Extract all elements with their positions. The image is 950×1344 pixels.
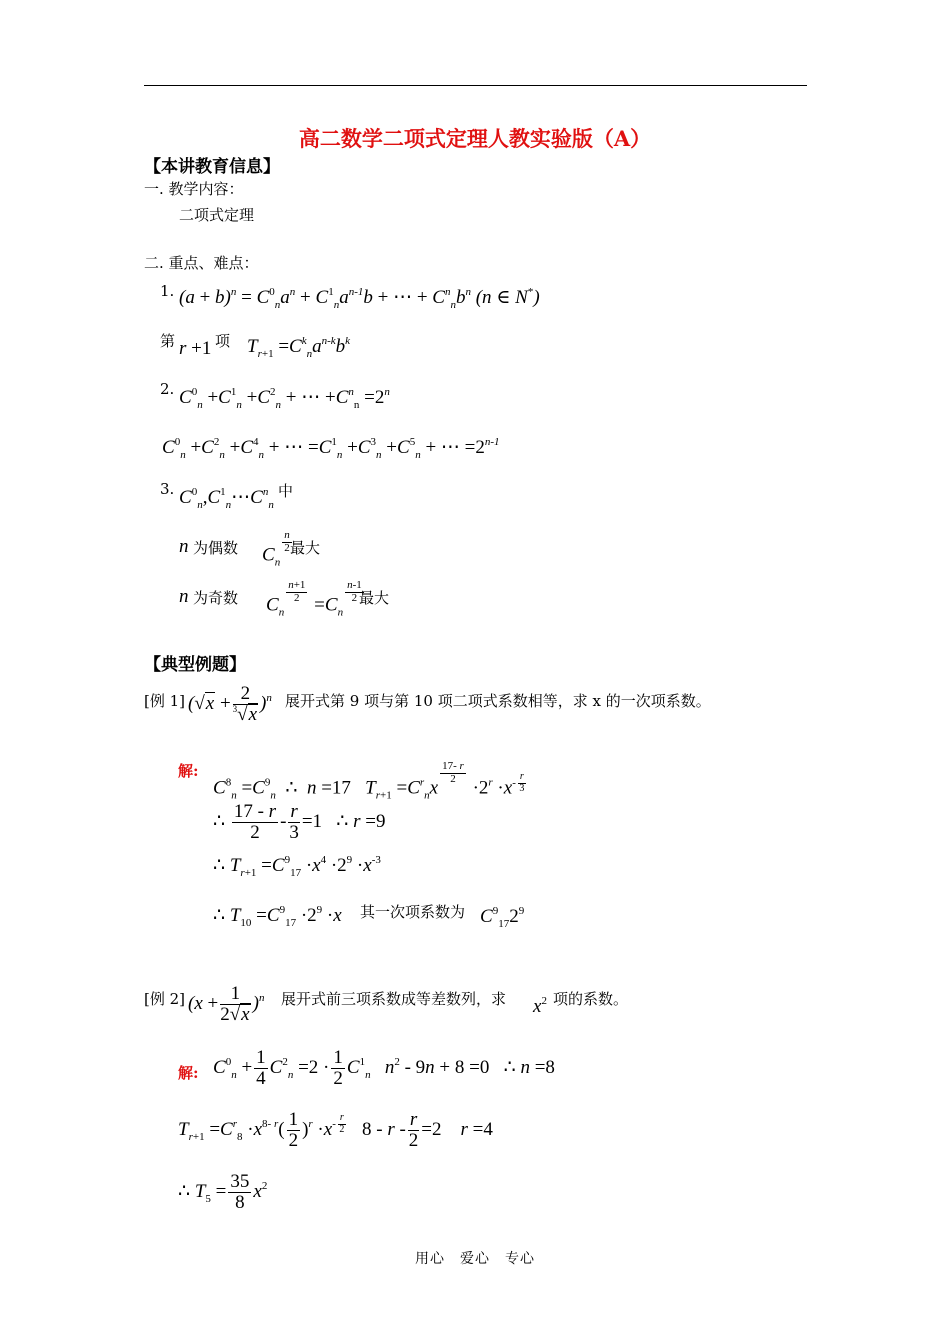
odd-max-label: 最大	[359, 589, 390, 607]
even-max-coefficient: $C_n$ $\frac{n}{2}$	[262, 529, 290, 569]
point-1-number: 1.	[160, 282, 175, 300]
item-key-points-label: 二. 重点、难点：	[144, 254, 259, 272]
example-2-step-1: $C^0_n$ + $\frac{1}{4}$ $C^2_n =2$ · $\frac{1}{2}$ $C^1_n$ $n^2 - 9n + 8 =0$ ∴ n =8	[213, 1047, 555, 1089]
page-footer: 用心 爱心 专心	[415, 1251, 535, 1267]
point-3-number: 3.	[160, 480, 175, 498]
section-heading-info: 【本讲教育信息】	[144, 157, 280, 177]
example-2-solution-label: 解:	[178, 1064, 199, 1082]
example-1-step-4: ∴ $T_{10} =C^9_{17} \cdot 2^9 \cdot x$	[213, 904, 342, 929]
example-1-step-2: ∴ $\frac{17 - r}{2}$ - $\frac{r}{3}$ =1 ∴ r =9	[213, 801, 386, 843]
example-2-step-2: $T_{r+1} =C^r_8 \cdot x^{8- r}$( $\frac{1}{2}$ )$^r \cdot x^{- \frac{r}{2}}$ 8 - r - $\frac{r}{2}$ =2 r =4	[178, 1109, 493, 1151]
section-heading-examples: 【典型例题】	[144, 655, 246, 675]
header-rule	[144, 85, 807, 86]
binomial-theorem-formula: $(a + b)^n = C^0_na^n + C^1_na^{n-1}b$ + ⋯ + $C^n_nb^n$ (n ∈ N*)	[179, 286, 540, 311]
coefficients-sequence: $C^0_n,C^1_n\cdots C^n_n$	[179, 486, 274, 511]
example-2-step-3: ∴ $T_5$ = $\frac{35}{8}$ $x^2$	[178, 1171, 268, 1213]
term-index: r +1	[179, 338, 212, 359]
example-1-question: 展开式第 9 项与第 10 项二项式系数相等，求 x 的一次项系数。	[285, 692, 711, 710]
odd-max-coefficients: $C_n$ $\frac{n+1}{2}$ $=C_n$ $\frac{n-1}{2}$	[266, 579, 362, 619]
even-n-symbol: n	[179, 536, 189, 557]
example-1-solution-label: 解:	[178, 762, 199, 780]
term-suffix: 项	[215, 332, 231, 350]
item-content-text: 二项式定理	[179, 206, 255, 224]
item-content-label: 一. 教学内容：	[144, 180, 244, 198]
example-1-step-1: $C^8_n =C^9_n$ ∴ n =17 $T_{r+1} =C^r_nx$ $\frac{17- r}{2}$ $\cdot 2^r \cdot x^{- \frac{r}{3}}$	[213, 760, 525, 802]
coefficient-sum-formula: $C^0_n +C^1_n +C^2_n$ + ⋯ $+C^n_n =2^n$	[179, 386, 390, 411]
example-1-answer-value: $C^9_{17}2^9$	[480, 905, 525, 930]
example-2-question-a: 展开式前三项系数成等差数列，求	[281, 990, 507, 1008]
term-prefix: 第	[160, 332, 176, 350]
example-2-expression: (x + $\frac{1}{2√x}$ )$^n$	[188, 983, 265, 1025]
page-title: 高二数学二项式定理人教实验版（A）	[298, 126, 652, 151]
example-2-x-squared: $x^2$	[533, 995, 547, 1017]
example-1-label: [例 1]	[144, 692, 186, 710]
even-label: 为偶数	[193, 539, 239, 557]
example-2-label: [例 2]	[144, 990, 186, 1008]
example-2-question-b: 项的系数。	[553, 990, 629, 1008]
odd-even-sum-formula: $C^0_n +C^2_n +C^4_n$ + ⋯ $=C^1_n +C^3_n +C^5_n$ + ⋯ $=2^{n-1}$	[162, 436, 500, 461]
odd-n-symbol: n	[179, 586, 189, 607]
example-1-expression: (√x + $\frac{2}{^3√x}$ )$^n$	[188, 683, 272, 725]
point-2-number: 2.	[160, 380, 175, 398]
example-1-step-3: ∴ $T_{r+1} =C^9_{17} \cdot x^4 \cdot 2^9 \cdot x^{-3}$	[213, 854, 381, 879]
even-max-label: 最大	[290, 539, 321, 557]
example-1-answer-text: 其一次项系数为	[360, 903, 466, 921]
among-label: 中	[278, 482, 294, 500]
general-term-formula: $T_{r+1} =C^k_na^{n-k}b^k$	[247, 335, 351, 360]
odd-label: 为奇数	[193, 589, 239, 607]
